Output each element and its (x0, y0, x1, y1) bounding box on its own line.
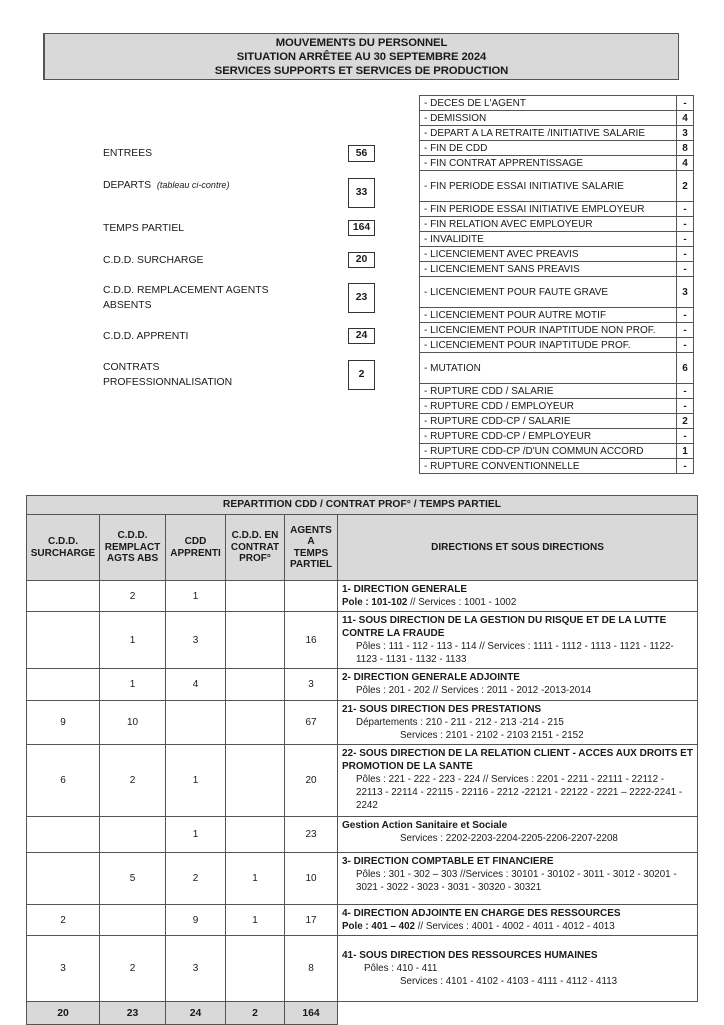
summary-label: DEPARTS (103, 180, 152, 191)
departure-row (420, 323, 694, 338)
temps-partiel-cell: 67 (285, 701, 338, 745)
direction-cell (338, 745, 698, 817)
direction-services: Services : 2202-2203-2204-2205-2206-2207-2208 (400, 833, 618, 844)
cdd-apprenti-cell: 2 (166, 853, 226, 905)
cdd-apprenti-cell: 1 (166, 745, 226, 817)
temps-partiel-cell: 8 (285, 936, 338, 1002)
header-line: PROF° (239, 553, 271, 565)
departure-row (420, 171, 694, 202)
repartition-row (27, 745, 698, 817)
cdd-apprenti-cell (166, 701, 226, 745)
header-cdd-remplact (100, 515, 166, 581)
cdd-surcharge-cell: 3 (27, 936, 100, 1002)
direction-services-2: Services : 2101 - 2102 - 2103 2151 - 2152 (400, 730, 584, 741)
direction-title: 11- SOUS DIRECTION DE LA GESTION DU RISQUE ET DE LA LUTTE CONTRE LA FRAUDE (342, 615, 667, 639)
header-line: CONTRAT (230, 541, 280, 553)
summary-label: CONTRATS PROFESSIONNALISATION (103, 362, 233, 388)
direction-details (342, 640, 693, 666)
repartition-row (27, 817, 698, 853)
total-cdd-surcharge-cell: 20 (27, 1002, 100, 1025)
cdd-apprenti-cell: 3 (166, 936, 226, 1002)
direction-details (342, 773, 693, 812)
departure-value: - (677, 338, 694, 353)
summary-label: C.D.D. SURCHARGE (103, 255, 204, 266)
repartition-row (27, 701, 698, 745)
totals-row (27, 1002, 698, 1025)
direction-cell (338, 905, 698, 936)
cdd-surcharge-cell (27, 581, 100, 612)
departure-label: - INVALIDITE (420, 232, 677, 247)
summary-value: 164 (348, 220, 375, 236)
direction-cell (338, 669, 698, 701)
departure-label: - FIN RELATION AVEC EMPLOYEUR (420, 217, 677, 232)
temps-partiel-cell: 16 (285, 612, 338, 669)
direction-title: 2- DIRECTION GENERALE ADJOINTE (342, 672, 520, 683)
departure-row (420, 444, 694, 459)
header-line: C.D.D. EN (231, 530, 279, 542)
departure-value: - (677, 262, 694, 277)
departure-value: 2 (677, 171, 694, 202)
departure-value: 1 (677, 444, 694, 459)
departure-label: - RUPTURE CDD-CP / SALARIE (420, 414, 677, 429)
departure-value: - (677, 96, 694, 111)
header-line: A (307, 536, 315, 547)
departure-value: 2 (677, 414, 694, 429)
summary-item-temps-partiel (103, 220, 375, 238)
departure-value: 3 (677, 277, 694, 308)
temps-partiel-cell: 23 (285, 817, 338, 853)
summary-label-wrap (103, 178, 303, 193)
direction-cell (338, 581, 698, 612)
departure-label: - DEPART A LA RETRAITE /INITIATIVE SALARIE (420, 126, 677, 141)
header-directions: DIRECTIONS ET SOUS DIRECTIONS (338, 515, 698, 581)
direction-cell (338, 853, 698, 905)
departure-label: - MUTATION (420, 353, 677, 384)
repartition-table (26, 495, 698, 1025)
direction-title: 22- SOUS DIRECTION DE LA RELATION CLIENT - ACCES AUX DROITS ET PROMOTION DE LA SANTE (342, 748, 693, 772)
summary-label: C.D.D. REMPLACEMENT AGENTS ABSENTS (103, 285, 269, 311)
title-line-2: SITUATION ARRÊTEE AU 30 SEPTEMBRE 2024 (236, 51, 487, 63)
cdd-apprenti-cell: 1 (166, 817, 226, 853)
departure-row (420, 459, 694, 474)
departure-label: - FIN CONTRAT APPRENTISSAGE (420, 156, 677, 171)
departure-label: - DECES DE L'AGENT (420, 96, 677, 111)
departure-label: - RUPTURE CDD-CP /D'UN COMMUN ACCORD (420, 444, 677, 459)
summary-item-departs (103, 178, 375, 210)
temps-partiel-cell: 17 (285, 905, 338, 936)
direction-pole: Pole : 101-102 (342, 597, 408, 608)
departure-value: 4 (677, 156, 694, 171)
summary-value: 2 (348, 360, 375, 390)
cdd-apprenti-cell: 9 (166, 905, 226, 936)
departure-row (420, 247, 694, 262)
departure-value: - (677, 459, 694, 474)
total-cdd-contrat-prof-cell: 2 (226, 1002, 285, 1025)
cdd-contrat-prof-cell (226, 936, 285, 1002)
repartition-row (27, 669, 698, 701)
summary-value: 33 (348, 178, 375, 208)
cdd-remplact-cell: 1 (100, 612, 166, 669)
direction-details (342, 716, 693, 729)
summary-value: 23 (348, 283, 375, 313)
direction-title: 4- DIRECTION ADJOINTE EN CHARGE DES RESSOURCES (342, 908, 621, 919)
direction-services: Pôles : 111 - 112 - 113 - 114 // Services : 1111 - 1112 - 1113 - 1121 - 1122-1123 - 1131 - 1132 - 1133 (356, 641, 674, 665)
title-line-1: MOUVEMENTS DU PERSONNEL (275, 37, 448, 49)
cdd-surcharge-cell: 6 (27, 745, 100, 817)
departure-label: - RUPTURE CDD / EMPLOYEUR (420, 399, 677, 414)
departure-value: - (677, 323, 694, 338)
repartition-row (27, 853, 698, 905)
direction-services: Pôles : 301 - 302 – 303 //Services : 30101 - 30102 - 3011 - 3012 - 30201 - 3021 - 3022 - 3023 - 3031 - 30320 - 30321 (356, 869, 677, 893)
departure-row (420, 414, 694, 429)
cdd-apprenti-cell: 1 (166, 581, 226, 612)
cdd-surcharge-cell (27, 817, 100, 853)
header-line: REMPLACT (104, 541, 161, 553)
departure-value: - (677, 217, 694, 232)
departure-row (420, 277, 694, 308)
cdd-surcharge-cell: 2 (27, 905, 100, 936)
cdd-remplact-cell: 2 (100, 936, 166, 1002)
departure-row (420, 232, 694, 247)
summary-item-cdd-remplacement (103, 283, 375, 315)
direction-details (342, 868, 693, 894)
direction-services: Pôles : 221 - 222 - 223 - 224 // Services : 2201 - 2211 - 22111 - 22112 - 22113 - 22114 - 22115 - 22116 - 2212 -22121 - 22122 - 2221 – 2222-2241 - 2242 (356, 774, 683, 811)
cdd-contrat-prof-cell (226, 701, 285, 745)
direction-details (342, 962, 693, 975)
departure-row (420, 111, 694, 126)
header-line: C.D.D. (117, 530, 148, 542)
departure-row (420, 262, 694, 277)
departure-row (420, 353, 694, 384)
direction-title: 1- DIRECTION GENERALE (342, 584, 468, 595)
departure-value: - (677, 232, 694, 247)
direction-cell (338, 817, 698, 853)
direction-services: // Services : 4001 - 4002 - 4011 - 4012 - 4013 (414, 921, 615, 932)
direction-details (342, 596, 693, 609)
direction-pole: Pole : 401 – 402 (342, 921, 415, 932)
header-cdd-surcharge (27, 515, 100, 581)
temps-partiel-cell: 10 (285, 853, 338, 905)
departure-value: - (677, 247, 694, 262)
cdd-surcharge-cell (27, 669, 100, 701)
header-cdd-contrat-prof (226, 515, 285, 581)
departure-value: - (677, 399, 694, 414)
cdd-remplact-cell: 10 (100, 701, 166, 745)
departure-value: - (677, 384, 694, 399)
repartition-row (27, 581, 698, 612)
total-cdd-apprenti-cell: 24 (166, 1002, 226, 1025)
summary-value: 24 (348, 328, 375, 344)
direction-cell (338, 701, 698, 745)
departure-label: - FIN PERIODE ESSAI INITIATIVE SALARIE (420, 171, 677, 202)
departure-label: - FIN PERIODE ESSAI INITIATIVE EMPLOYEUR (420, 202, 677, 217)
cdd-contrat-prof-cell (226, 612, 285, 669)
departure-label: - RUPTURE CDD / SALARIE (420, 384, 677, 399)
direction-details (342, 920, 693, 933)
title-line-3: SERVICES SUPPORTS ET SERVICES DE PRODUCTION (214, 65, 509, 77)
cdd-surcharge-cell (27, 853, 100, 905)
departure-value: - (677, 308, 694, 323)
departure-label: - LICENCIEMENT AVEC PREAVIS (420, 247, 677, 262)
direction-services-2: Services : 4101 - 4102 - 4103 - 4111 - 4112 - 4113 (400, 976, 618, 987)
departure-value: 3 (677, 126, 694, 141)
header-line: TEMPS (293, 547, 329, 559)
direction-cell (338, 936, 698, 1002)
departure-label: - LICENCIEMENT POUR FAUTE GRAVE (420, 277, 677, 308)
departure-label: - FIN DE CDD (420, 141, 677, 156)
header-agents-temps-partiel (285, 515, 338, 581)
direction-services: Départements : 210 - 211 - 212 - 213 -214 - 215 (356, 717, 564, 728)
header-cdd-apprenti (166, 515, 226, 581)
cdd-contrat-prof-cell (226, 745, 285, 817)
departure-label: - RUPTURE CONVENTIONNELLE (420, 459, 677, 474)
direction-title: 3- DIRECTION COMPTABLE ET FINANCIERE (342, 856, 554, 867)
temps-partiel-cell: 20 (285, 745, 338, 817)
departure-value: 4 (677, 111, 694, 126)
departure-label: - LICENCIEMENT POUR INAPTITUDE PROF. (420, 338, 677, 353)
document-title-banner (43, 33, 679, 80)
cdd-apprenti-cell: 3 (166, 612, 226, 669)
direction-details (342, 684, 693, 697)
cdd-surcharge-cell: 9 (27, 701, 100, 745)
departure-row (420, 141, 694, 156)
repartition-row (27, 936, 698, 1002)
departure-value: - (677, 429, 694, 444)
direction-services: Pôles : 201 - 202 // Services : 2011 - 2012 -2013-2014 (356, 685, 592, 696)
cdd-remplact-cell: 2 (100, 745, 166, 817)
departure-label: - RUPTURE CDD-CP / EMPLOYEUR (420, 429, 677, 444)
direction-title: 21- SOUS DIRECTION DES PRESTATIONS (342, 704, 542, 715)
totals-blank-cell (338, 1002, 698, 1025)
header-line: AGTS ABS (106, 553, 159, 565)
header-line: CDD (184, 536, 207, 547)
departure-value: 8 (677, 141, 694, 156)
summary-note: (tableau ci-contre) (156, 180, 230, 190)
cdd-remplact-cell (100, 817, 166, 853)
departure-row (420, 338, 694, 353)
departure-label: - DEMISSION (420, 111, 677, 126)
cdd-contrat-prof-cell: 1 (226, 905, 285, 936)
cdd-contrat-prof-cell (226, 817, 285, 853)
summary-value: 56 (348, 145, 375, 162)
header-line: APPRENTI (170, 547, 221, 559)
departure-row (420, 308, 694, 323)
cdd-contrat-prof-cell (226, 669, 285, 701)
temps-partiel-cell (285, 581, 338, 612)
cdd-apprenti-cell: 4 (166, 669, 226, 701)
summary-item-cdd-apprenti (103, 328, 375, 346)
departure-value: 6 (677, 353, 694, 384)
header-line: AGENTS (290, 524, 332, 536)
direction-services: // Services : 1001 - 1002 (407, 597, 517, 608)
header-line: SURCHARGE (30, 547, 96, 559)
repartition-caption: REPARTITION CDD / CONTRAT PROF° / TEMPS PARTIEL (27, 496, 698, 515)
summary-value: 20 (348, 252, 375, 268)
cdd-remplact-cell: 1 (100, 669, 166, 701)
total-temps-partiel-cell: 164 (285, 1002, 338, 1025)
departure-row (420, 156, 694, 171)
cdd-remplact-cell (100, 905, 166, 936)
departure-row (420, 202, 694, 217)
departure-row (420, 399, 694, 414)
cdd-remplact-cell: 5 (100, 853, 166, 905)
departure-value: - (677, 202, 694, 217)
departure-row (420, 429, 694, 444)
departure-label: - LICENCIEMENT POUR AUTRE MOTIF (420, 308, 677, 323)
summary-item-entrees (103, 145, 375, 163)
departure-row (420, 126, 694, 141)
header-line: C.D.D. (48, 536, 78, 547)
direction-services: Pôles : 410 - 411 (364, 963, 438, 974)
temps-partiel-cell: 3 (285, 669, 338, 701)
departure-label: - LICENCIEMENT SANS PREAVIS (420, 262, 677, 277)
cdd-surcharge-cell (27, 612, 100, 669)
departure-row (420, 384, 694, 399)
summary-label: C.D.D. APPRENTI (103, 331, 189, 342)
summary-item-contrats-pro (103, 360, 375, 392)
repartition-row (27, 905, 698, 936)
direction-title: 41- SOUS DIRECTION DES RESSOURCES HUMAINES (342, 950, 598, 961)
direction-title: Gestion Action Sanitaire et Sociale (342, 820, 508, 831)
cdd-remplact-cell: 2 (100, 581, 166, 612)
cdd-contrat-prof-cell (226, 581, 285, 612)
departure-row (420, 217, 694, 232)
summary-item-cdd-surcharge (103, 252, 375, 270)
repartition-row (27, 612, 698, 669)
direction-details (342, 832, 693, 845)
departure-label: - LICENCIEMENT POUR INAPTITUDE NON PROF. (420, 323, 677, 338)
summary-label: TEMPS PARTIEL (103, 223, 185, 234)
departure-row (420, 96, 694, 111)
summary-label: ENTREES (103, 148, 153, 159)
direction-cell (338, 612, 698, 669)
departures-table (419, 95, 694, 474)
total-cdd-remplact-cell: 23 (100, 1002, 166, 1025)
header-line: PARTIEL (289, 559, 333, 570)
cdd-contrat-prof-cell: 1 (226, 853, 285, 905)
